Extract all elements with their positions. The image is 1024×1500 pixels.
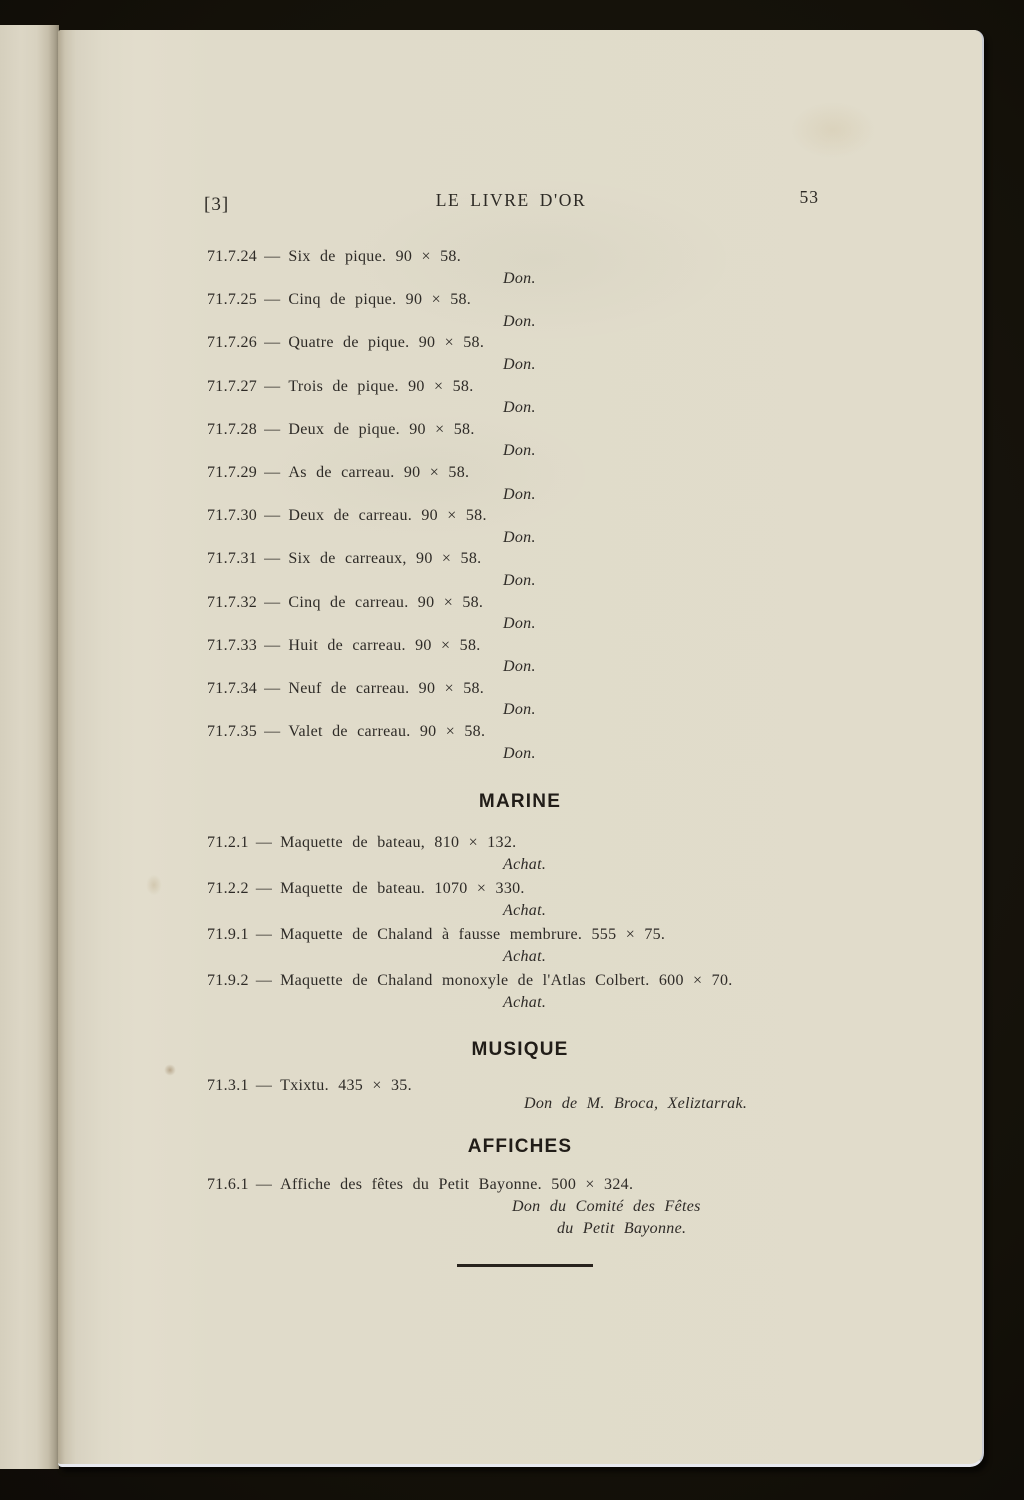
entry-dash: — [264,723,281,741]
entry-attribution: Don. [503,528,536,546]
entry-description: Six de carreaux, 90 × 58. [288,550,482,568]
entry-number: 71.7.34 [207,679,258,697]
entry-attribution: Don. [503,701,536,719]
catalog-entry [58,832,982,876]
catalog-entry [58,548,982,591]
entry-number: 71.7.31 [207,550,258,568]
entry-number: 71.9.1 [207,926,249,944]
entry-number: 71.7.25 [207,291,258,309]
entry-description: Neuf de carreau. 90 × 58. [288,679,485,697]
entry-attribution: Don. [503,399,536,417]
entry-dash: — [264,420,281,438]
catalog-entry [58,592,982,635]
entry-number: 71.7.27 [207,377,258,395]
section-cartes [58,246,982,764]
entry-dash: — [255,926,273,944]
entry-line [58,878,982,900]
catalog-content [58,246,982,1267]
entry-description: Cinq de carreau. 90 × 58. [288,593,484,611]
entry-description: Maquette de bateau, 810 × 132. [280,834,517,852]
entry-description: Affiche des fêtes du Petit Bayonne. 500 × 324. [280,1176,634,1194]
entry-number: 71.7.29 [207,463,258,481]
catalog-entry [58,332,982,375]
entry-description: As de carreau. 90 × 58. [288,463,470,481]
entry-line [58,970,982,992]
catalog-entry [58,678,982,721]
entry-number: 71.6.1 [207,1176,249,1194]
entry-description: Six de pique. 90 × 58. [288,248,462,265]
entry-number: 71.3.1 [207,1077,249,1095]
entry-attribution: du Petit Bayonne. [557,1219,687,1237]
running-header [58,187,982,224]
section-marine [58,792,982,1014]
entry-line [58,332,982,354]
entry-line [58,462,982,484]
entry-number: 71.2.1 [207,834,249,852]
entry-line [58,832,982,854]
entry-line [58,592,982,614]
entry-description: Txixtu. 435 × 35. [280,1077,412,1095]
entry-line [58,1174,982,1196]
entry-attribution: Don. [503,442,536,460]
section-title-marine: MARINE [478,791,562,813]
entry-attribution: Don. [503,485,536,503]
entry-line [58,924,982,946]
entry-attribution: Achat. [503,902,547,920]
previous-page-edge [0,25,59,1469]
catalog-entry [58,289,982,332]
entry-description: Valet de carreau. 90 × 58. [288,723,486,741]
entry-dash: — [264,334,281,352]
entry-description: Quatre de pique. 90 × 58. [288,334,485,352]
entry-number: 71.7.24 [207,248,258,265]
entry-line [58,548,982,570]
entry-attribution: Achat. [503,994,547,1012]
catalog-entry [58,462,982,505]
entry-attribution: Don de M. Broca, Xeliztarrak. [524,1094,748,1112]
entry-attribution: Don. [503,312,536,330]
section-title-affiches: AFFICHES [467,1136,573,1158]
catalog-entry [58,419,982,462]
entry-attribution: Achat. [503,948,547,966]
entry-dash: — [264,550,281,568]
entry-number: 71.7.33 [207,636,258,654]
entry-attribution: Achat. [503,856,547,874]
entry-number: 71.7.32 [207,593,258,611]
catalog-entry [58,246,982,289]
entry-description: Trois de pique. 90 × 58. [288,377,474,395]
entry-line [58,289,982,311]
entry-dash: — [264,248,281,265]
entry-line [58,635,982,657]
entry-description: Maquette de Chaland monoxyle de l'Atlas Colbert. 600 × 70. [280,972,733,990]
entry-dash: — [264,291,281,309]
catalog-entry [58,505,982,548]
closing-rule [457,1264,593,1267]
entry-attribution: Don. [503,355,536,373]
entry-line [58,246,982,268]
entry-dash: — [255,880,273,898]
entry-number: 71.7.35 [207,723,258,741]
entry-description: Deux de carreau. 90 × 58. [288,507,487,525]
entry-number: 71.7.26 [207,334,258,352]
entry-dash: — [255,834,273,852]
section-musique [58,1040,982,1114]
entry-description: Deux de pique. 90 × 58. [288,420,475,438]
section-title-musique: MUSIQUE [471,1039,569,1061]
entry-attribution: Don. [503,658,536,676]
entry-description: Maquette de Chaland à fausse membrure. 555 × 75. [280,926,666,944]
entry-dash: — [264,463,281,481]
entry-attribution: Don. [503,571,536,589]
entry-attribution: Don. [503,744,536,762]
entry-description: Cinq de pique. 90 × 58. [288,291,472,309]
entry-line [58,678,982,700]
entry-dash: — [255,1077,273,1095]
catalog-entry [58,1174,982,1239]
entry-number: 71.9.2 [207,972,249,990]
catalog-entry [58,924,982,968]
page-number: 53 [799,187,819,207]
entry-dash: — [264,377,281,395]
entry-line [58,721,982,743]
entry-attribution: Don. [503,269,536,287]
entry-description: Maquette de bateau. 1070 × 330. [280,880,525,898]
entry-line [58,419,982,441]
book-page [58,30,984,1467]
catalog-entry [58,970,982,1014]
bracket-number: [3] [204,194,230,215]
section-affiches [58,1137,982,1239]
entry-dash: — [264,507,281,525]
entry-attribution: Don. [503,615,536,633]
entry-number: 71.7.28 [207,420,258,438]
catalog-entry [58,376,982,419]
catalog-sections [58,246,982,1239]
entry-dash: — [264,636,281,654]
catalog-entry [58,878,982,922]
entry-dash: — [255,1176,273,1194]
catalog-entry [58,1075,982,1114]
entry-line [58,505,982,527]
entry-number: 71.2.2 [207,880,249,898]
entry-dash: — [264,593,281,611]
entry-attribution: Don du Comité des Fêtes [512,1198,701,1216]
entry-dash: — [264,679,281,697]
entry-dash: — [255,972,273,990]
entry-description: Huit de carreau. 90 × 58. [288,636,481,654]
entry-number: 71.7.30 [207,507,258,525]
catalog-entry [58,721,982,764]
entry-line [58,376,982,398]
running-title: LE LIVRE D'OR [435,190,587,210]
catalog-entry [58,635,982,678]
